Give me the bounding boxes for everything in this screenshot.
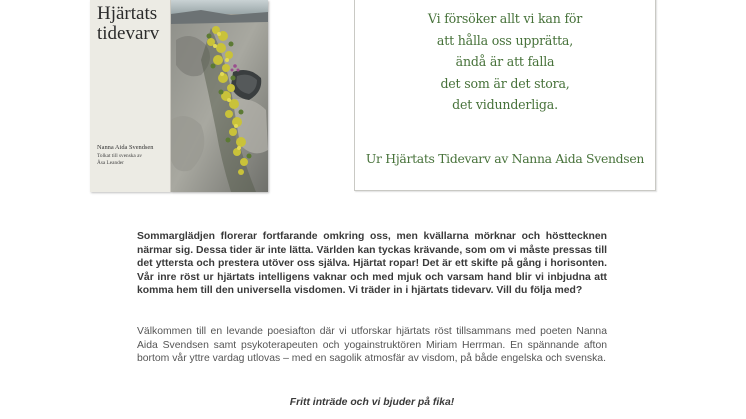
book-author: Nanna Aida Svendsen (97, 144, 154, 151)
quote-line-2: att hålla oss upprätta, (436, 32, 574, 48)
book-cover (90, 0, 171, 192)
book-cover-photo (171, 0, 268, 192)
book-translator-line2: Åsa Leander (97, 159, 124, 166)
quote-line-4: det som är det stora, (440, 75, 570, 91)
quote-line-1: Vi försöker allt vi kan för (427, 11, 583, 26)
intro-paragraph: Sommarglädjen florerar fortfarande omkring oss, men kvällarna mörknar och hösttecknen närmar sig. Dessa tider är inte lätta. Världen kan tyckas krävande, som om vi måste pressas till det yttersta och prestera utöver oss själva. Hjärtat ropar! Det är ett skifte på gång i horisonten. Vår inre röst ur hjärtats intelligens vaknar och med mjuk och varsam hand blir vi inbjudna att komma hem till den universella visdomen. Vi träder in i hjärtats tidevarv. Vill du följa med? (137, 231, 607, 297)
quote-source: Ur Hjärtats Tidevarv av Nanna Aida Svendsen (365, 151, 645, 166)
book-title-line2: tidevarv (97, 23, 160, 44)
book-title-line1: Hjärtats (97, 3, 158, 24)
invitation-paragraph: Välkommen till en levande poesiafton där vi utforskar hjärtats röst tillsammans med poeten Nanna Aida Svendsen samt psykoterapeuten och yogainstruktören Miriam Herrman. En spännande afton bortom vår yttre vardag utlovas – med en sagolik atmosfär av visdom, på både engelska och svenska. (137, 326, 607, 365)
quote-box (354, 0, 656, 191)
book-title (97, 4, 173, 44)
closing-line: Fritt inträde och vi bjuder på fika! (289, 397, 455, 408)
quote-text (355, 8, 655, 116)
quote-line-3: ändå är att falla (455, 54, 555, 70)
book-translator (97, 153, 167, 166)
quote-line-5: det vidunderliga. (452, 97, 558, 113)
book-translator-line1: Tolkat till svenska av (97, 153, 143, 159)
